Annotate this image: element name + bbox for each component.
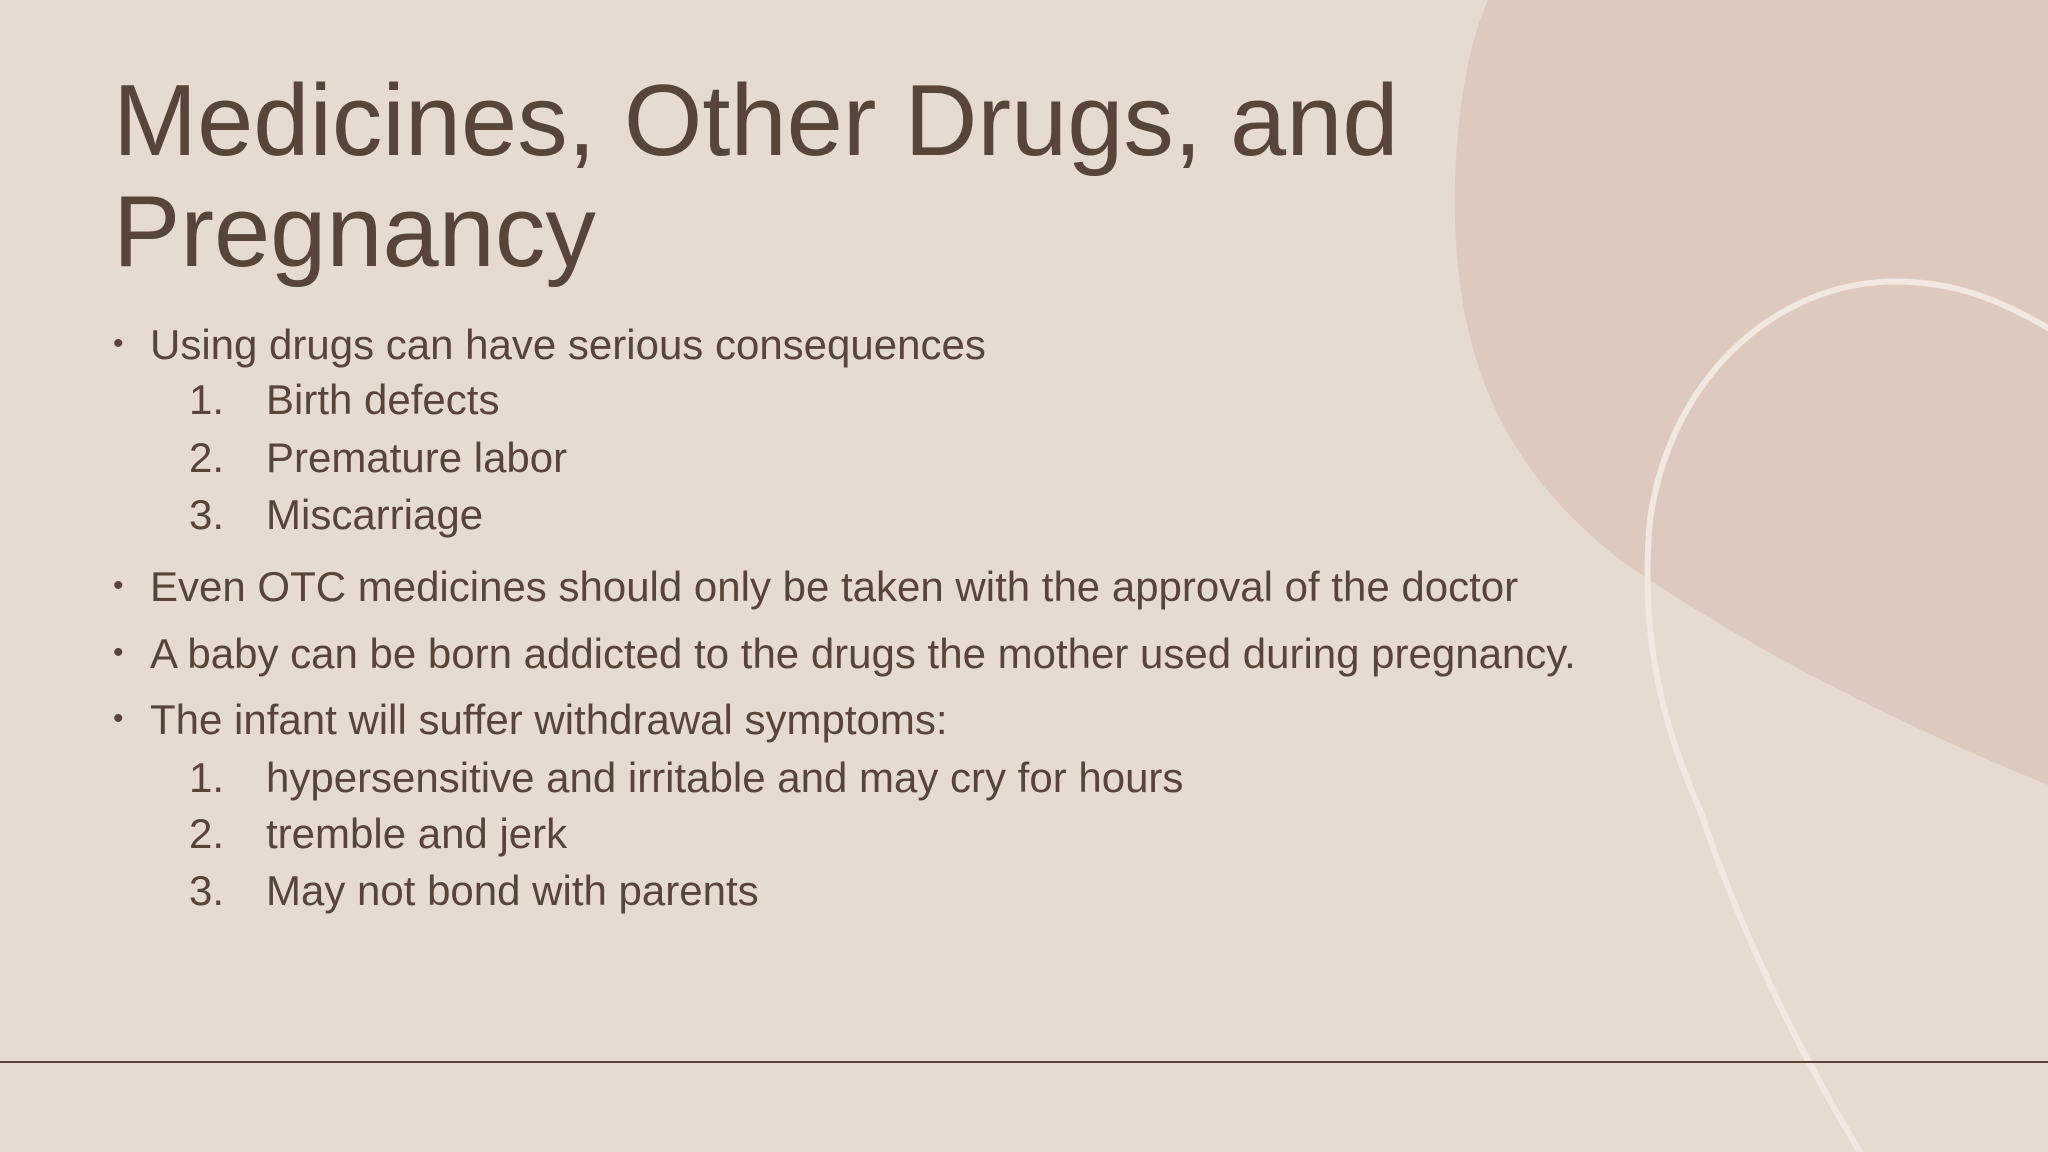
item-number: 2. (189, 810, 225, 857)
item-number: 3. (189, 491, 225, 538)
slide-title: Medicines, Other Drugs, and Pregnancy (113, 65, 1399, 288)
numbered-item (189, 434, 567, 482)
footer-divider-line (0, 1061, 2048, 1063)
item-number: 3. (189, 867, 225, 914)
bullet-text: The infant will suffer withdrawal symptoms: (150, 696, 948, 743)
item-text: Birth defects (266, 376, 500, 423)
item-text: tremble and jerk (266, 810, 568, 857)
bullet-marker: • (113, 569, 124, 602)
item-text: hypersensitive and irritable and may cry for hours (266, 754, 1184, 801)
numbered-item (189, 491, 483, 539)
numbered-item (189, 810, 567, 858)
item-text: May not bond with parents (266, 867, 759, 914)
numbered-item (189, 376, 499, 424)
bullet-marker: • (113, 636, 124, 669)
item-text: Premature labor (266, 434, 568, 481)
bullet-marker: • (113, 702, 124, 735)
bullet-item (113, 629, 1576, 678)
bullet-text: Even OTC medicines should only be taken with the approval of the doctor (150, 563, 1519, 610)
item-text: Miscarriage (266, 491, 484, 538)
bullet-text: Using drugs can have serious consequences (150, 321, 986, 368)
bullet-text: A baby can be born addicted to the drugs the mother used during pregnancy. (150, 630, 1576, 677)
numbered-item (189, 754, 1183, 802)
item-number: 1. (189, 376, 225, 423)
bullet-item (113, 695, 948, 744)
bullet-marker: • (113, 327, 124, 360)
item-number: 2. (189, 434, 225, 481)
bullet-item (113, 562, 1518, 611)
bullet-item (113, 320, 986, 369)
numbered-item (189, 867, 759, 915)
item-number: 1. (189, 754, 225, 801)
